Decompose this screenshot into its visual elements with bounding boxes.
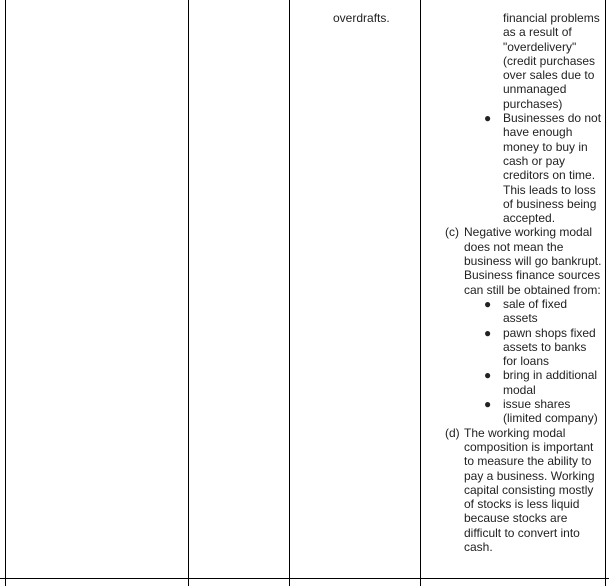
list-item	[421, 326, 603, 369]
item-text: The working modal composition is important to measure the ability to pay a business. Working capital consisting mostly of stocks is less liquid because stocks are difficult to convert into cash.	[464, 425, 595, 554]
row-divider	[0, 578, 609, 579]
list-item-c	[421, 225, 604, 425]
list-item	[421, 397, 603, 426]
list-item	[421, 111, 603, 225]
bullet-icon: ●	[484, 296, 492, 311]
bullet-list-top	[421, 111, 607, 225]
bullet-icon: ●	[484, 397, 492, 412]
cell-col3	[333, 11, 390, 25]
column-divider-1	[188, 0, 189, 586]
bullet-icon: ●	[484, 368, 492, 383]
bullet-text: issue shares (limited company)	[503, 397, 598, 426]
list-item-d	[421, 426, 604, 555]
bullet-text: sale of fixed assets	[503, 296, 568, 326]
bullet-icon: ●	[484, 111, 492, 126]
column-divider-2	[289, 0, 290, 586]
cell-col4	[421, 11, 607, 554]
cell-col3-text: overdrafts.	[333, 11, 390, 25]
list-item	[421, 368, 603, 397]
bullet-text: bring in additional modal	[503, 368, 598, 397]
list-marker: (c)	[445, 225, 459, 240]
list-marker: (d)	[445, 425, 460, 440]
continuation-text: financial problems as a result of "overdelivery" (credit purchases over sales due to unmanaged purchases)	[503, 11, 600, 111]
item-text: Negative working modal does not mean the business will go bankrupt. Business finance sources can still be obtained from:	[464, 225, 602, 297]
bullet-icon: ●	[484, 325, 492, 340]
bullet-list	[421, 297, 604, 426]
table-border-left	[5, 0, 6, 586]
bullet-text: pawn shops fixed assets to banks for loans	[503, 325, 596, 369]
lettered-list	[421, 225, 607, 554]
bullet-text: Businesses do not have enough money to buy in cash or pay creditors on time. This leads to loss of business being accepted.	[503, 111, 602, 226]
list-item	[421, 297, 603, 326]
